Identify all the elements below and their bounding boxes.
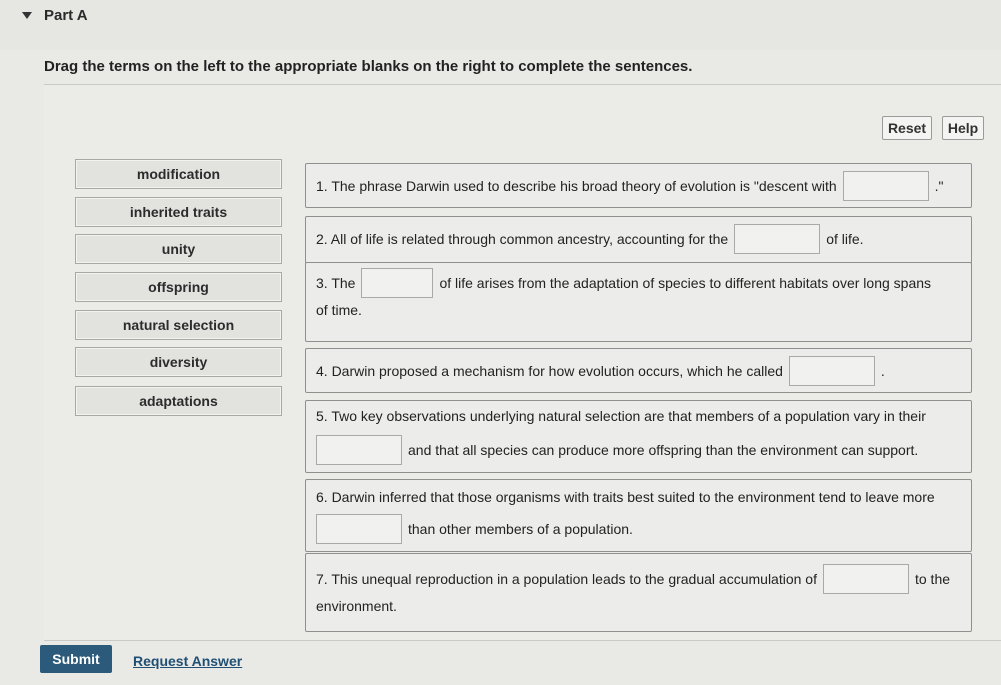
- blank-7[interactable]: [823, 564, 909, 594]
- sentence-7-end: environment.: [316, 598, 397, 614]
- blank-4[interactable]: [789, 356, 875, 386]
- term-adaptations[interactable]: adaptations: [75, 386, 282, 416]
- blank-3[interactable]: [361, 268, 433, 298]
- sentence-1-text: 1. The phrase Darwin used to describe his broad theory of evolution is "descent with: [316, 177, 837, 194]
- sentence-5-end: and that all species can produce more offspring than the environment can support.: [408, 441, 919, 458]
- term-modification[interactable]: modification: [75, 159, 282, 189]
- part-toggle[interactable]: [22, 5, 142, 25]
- sentence-1: [305, 163, 972, 208]
- sentence-2: [305, 216, 972, 264]
- sentence-4-end: .: [880, 362, 885, 379]
- sentence-5: [305, 400, 972, 473]
- help-button[interactable]: Help: [942, 116, 984, 140]
- term-offspring[interactable]: offspring: [75, 272, 282, 302]
- divider: [44, 640, 1001, 641]
- reset-button[interactable]: Reset: [882, 116, 932, 140]
- sentence-6-text: 6. Darwin inferred that those organisms with traits best suited to the environment tend to leave more: [316, 489, 935, 505]
- sentence-5-text: 5. Two key observations underlying natural selection are that members of a population vary in their: [316, 408, 926, 424]
- instructions: Drag the terms on the left to the appropriate blanks on the right to complete the sentences.: [44, 58, 693, 75]
- sentence-7: [305, 553, 972, 632]
- sentence-3-end: of time.: [316, 302, 362, 318]
- sentence-2-text: 2. All of life is related through common ancestry, accounting for the: [316, 230, 729, 247]
- term-diversity[interactable]: diversity: [75, 347, 282, 377]
- blank-5[interactable]: [316, 435, 402, 465]
- sentence-2-end: of life.: [826, 230, 864, 247]
- request-answer-link[interactable]: Request Answer: [133, 653, 243, 669]
- blank-2[interactable]: [734, 224, 820, 254]
- sentence-3-text: 3. The: [316, 274, 356, 291]
- part-title: Part A: [44, 6, 88, 24]
- caret-down-icon: [22, 12, 32, 19]
- sentence-3-middle: of life arises from the adaptation of species to different habitats over long spans: [439, 274, 932, 291]
- blank-1[interactable]: [843, 171, 929, 201]
- sentence-3: [305, 262, 972, 342]
- part-header: [0, 0, 1001, 50]
- term-natural-selection[interactable]: natural selection: [75, 310, 282, 340]
- term-unity[interactable]: unity: [75, 234, 282, 264]
- term-inherited-traits[interactable]: inherited traits: [75, 197, 282, 227]
- sentence-4: [305, 348, 972, 393]
- submit-button[interactable]: Submit: [40, 645, 112, 673]
- sentence-6-end: than other members of a population.: [408, 520, 633, 537]
- sentence-7-middle: to the: [914, 570, 951, 587]
- sentence-6: [305, 479, 972, 552]
- blank-6[interactable]: [316, 514, 402, 544]
- sentence-7-text: 7. This unequal reproduction in a population leads to the gradual accumulation of: [316, 570, 817, 587]
- sentence-1-end: .": [934, 177, 944, 194]
- sentence-4-text: 4. Darwin proposed a mechanism for how evolution occurs, which he called: [316, 362, 783, 379]
